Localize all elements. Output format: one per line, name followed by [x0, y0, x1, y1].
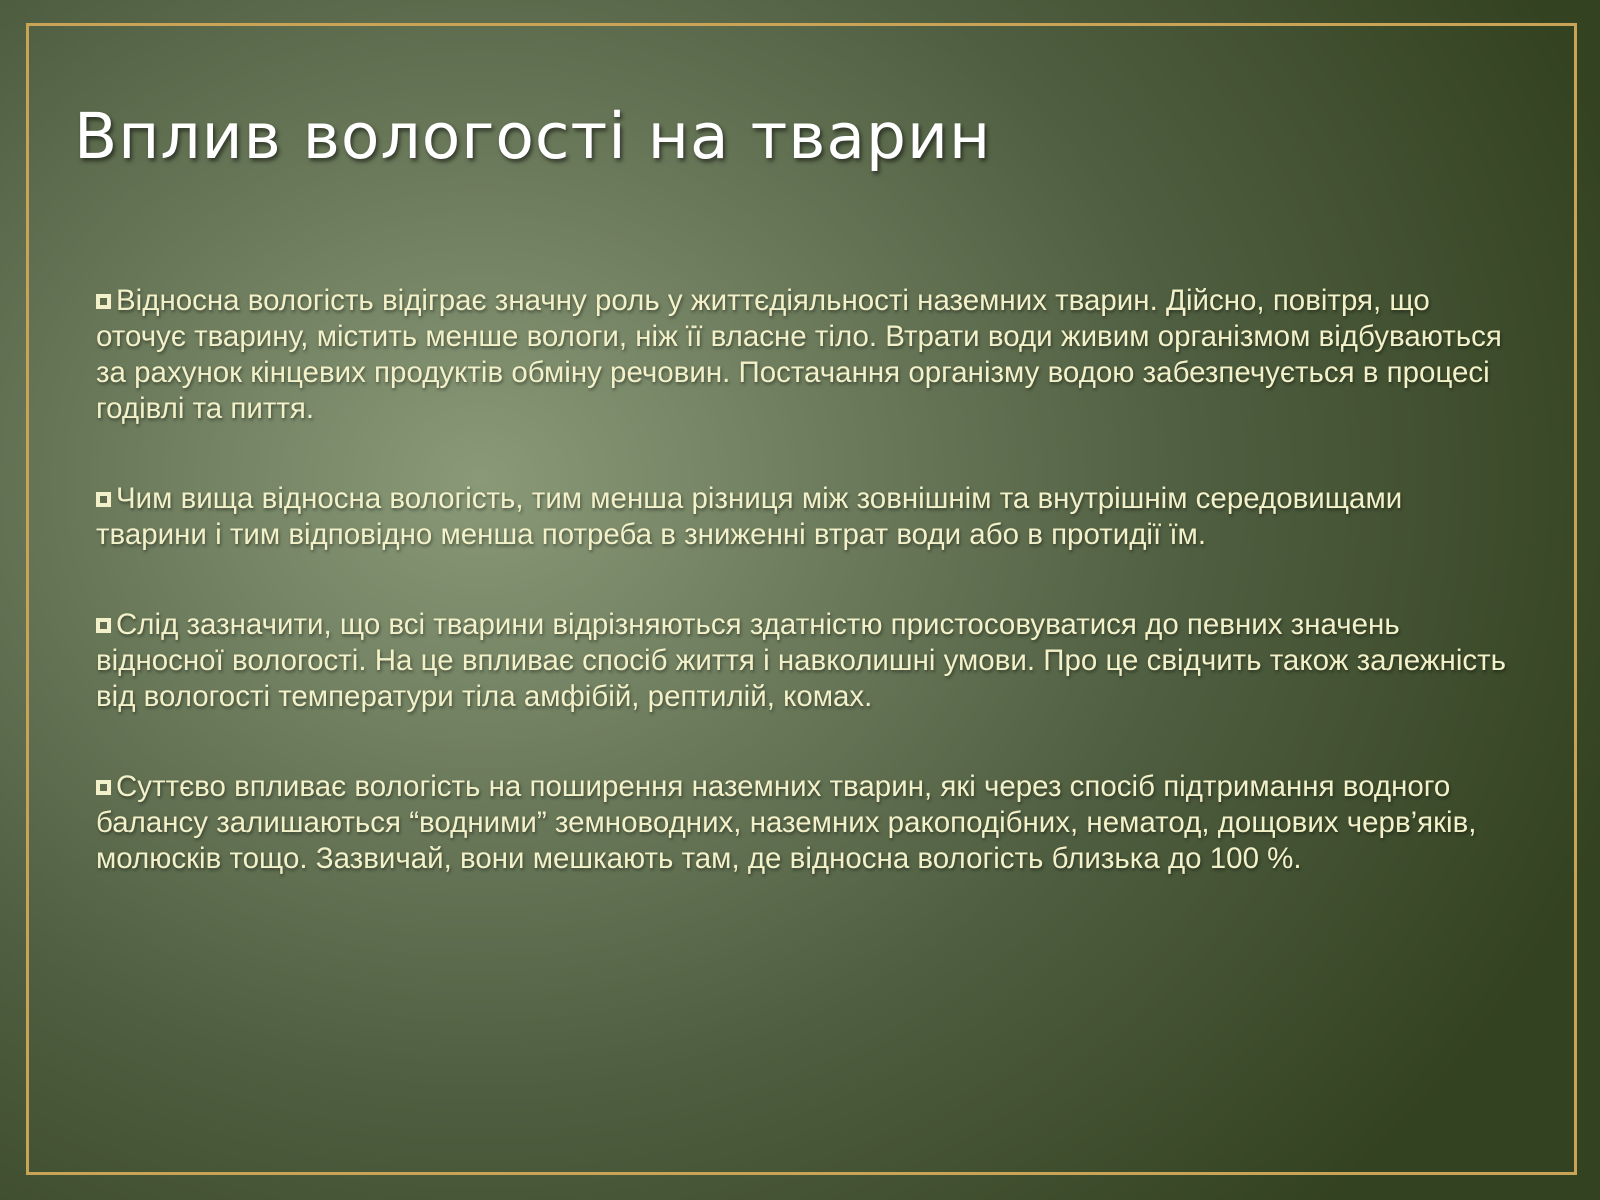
slide-title: Вплив вологості на тварин: [74, 100, 992, 173]
bullet-paragraph-3: [96, 607, 1516, 715]
bullet-text-1: Відносна вологість відіграє значну роль у життєдіяльності наземних тварин. Дійсно, повітря, що оточує тварину, містить менше вологи, ніж її власне тіло. Втрати води живим організмом відбуваються за рахунок кінцевих продуктів обміну речовин. Постачання організму водою забезпечується в процесі годівлі та пиття.: [96, 284, 1502, 425]
square-bullet-icon: [96, 780, 111, 795]
bullet-text-4: Суттєво впливає вологість на поширення наземних тварин, які через спосіб підтримання водного балансу залишаються “водними” земноводних, наземних ракоподібних, нематод, дощових черв’яків, молюсків тощо. Зазвичай, вони мешкають там, де відносна вологість близька до 100 %.: [96, 770, 1477, 875]
bullet-paragraph-4: [96, 769, 1516, 877]
square-bullet-icon: [96, 294, 111, 309]
bullet-paragraph-2: [96, 481, 1516, 553]
square-bullet-icon: [96, 492, 111, 507]
bullet-text-2: Чим вища відносна вологість, тим менша різниця між зовнішнім та внутрішнім середовищами тварини і тим відповідно менша потреба в зниженні втрат води або в протидії їм.: [96, 482, 1403, 551]
square-bullet-icon: [96, 618, 111, 633]
bullet-paragraph-1: [96, 283, 1516, 427]
slide-content: [96, 283, 1516, 931]
bullet-text-3: Слід зазначити, що всі тварини відрізняються здатністю пристосовуватися до певних значень відносної вологості. На це впливає спосіб життя і навколишні умови. Про це свідчить також залежність від вологості температури тіла амфібій, рептилій, комах.: [96, 608, 1507, 713]
